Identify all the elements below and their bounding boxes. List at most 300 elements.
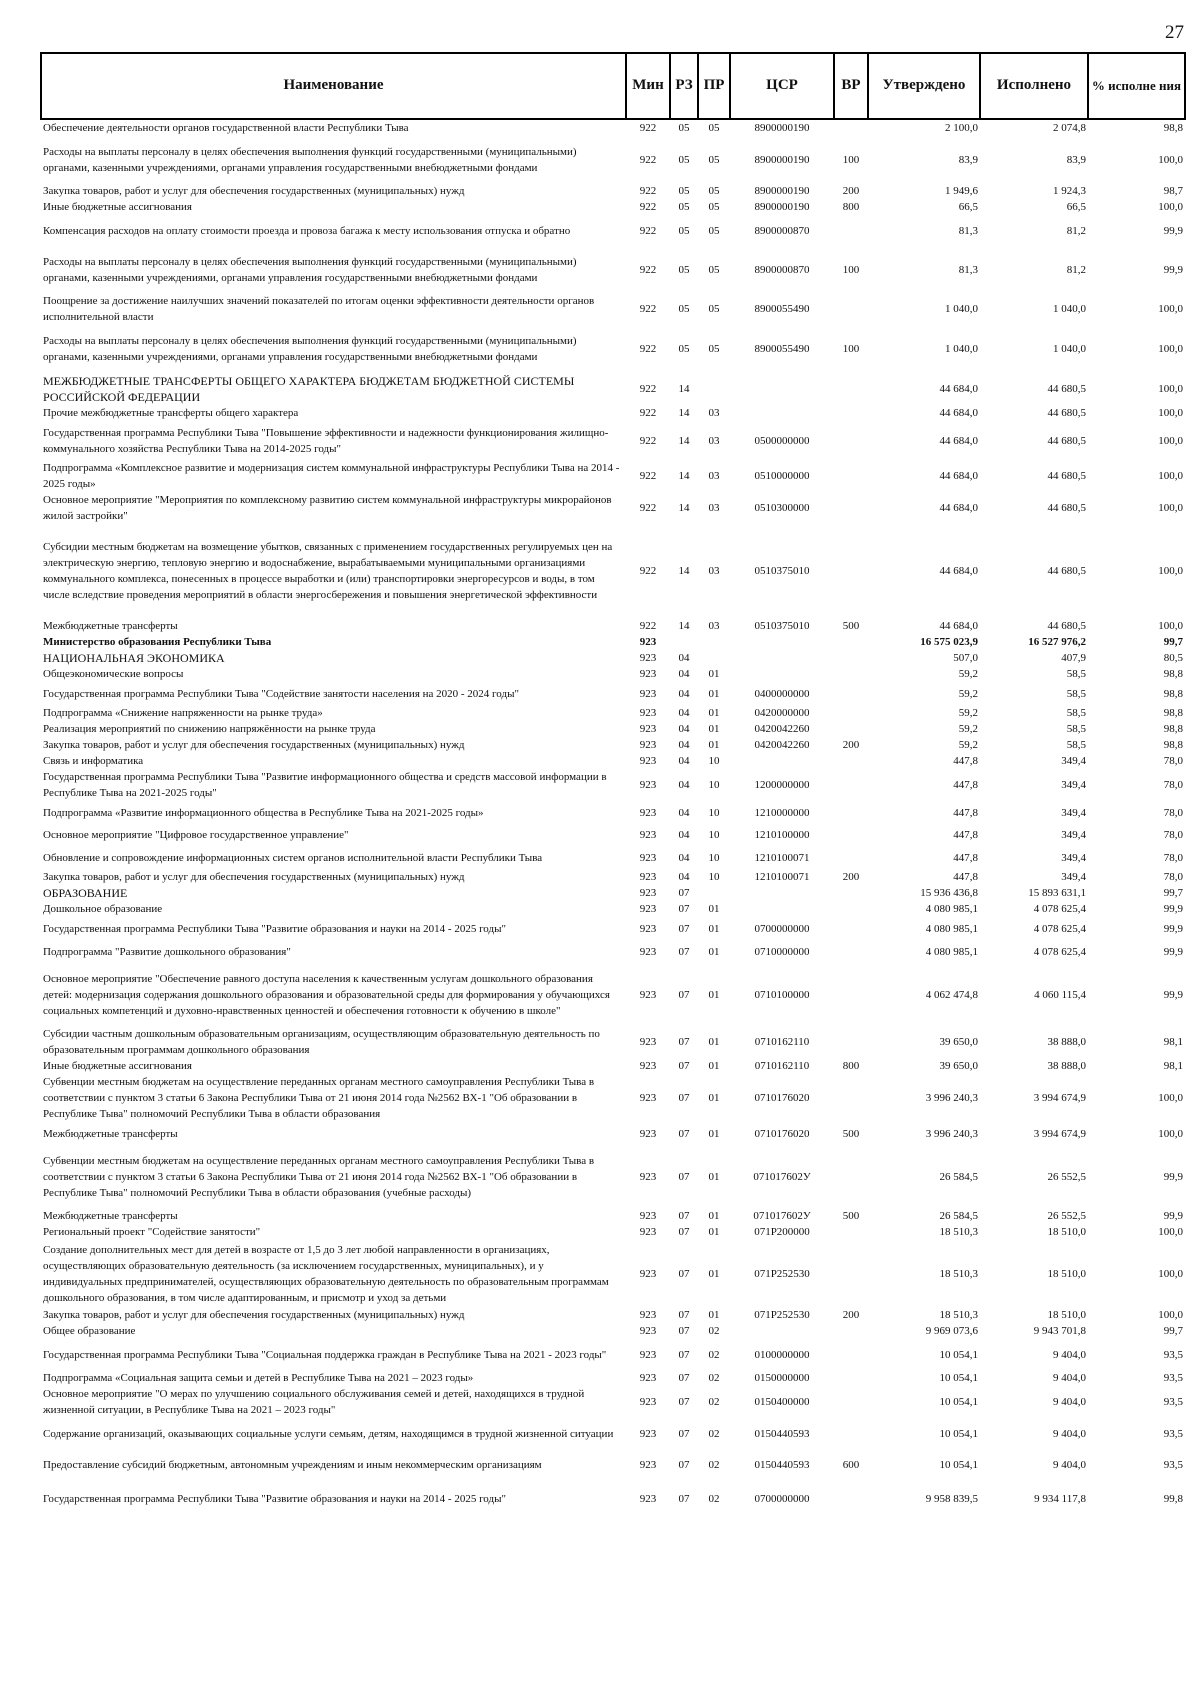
cell-csr: 0710000000: [754, 945, 810, 958]
table-row: [41, 666, 1185, 682]
cell-approved: 10 054,1: [939, 1427, 978, 1440]
cell-approved: 1 040,0: [945, 303, 978, 315]
cell-rz: 07: [678, 1060, 690, 1072]
cell-approved: 44 684,0: [939, 620, 978, 632]
cell-vr: [834, 372, 868, 405]
cell-vr: [834, 721, 868, 737]
cell-csr: 1210000000: [754, 806, 810, 819]
table-row: [41, 705, 1185, 721]
cell-percent: 100,0: [1158, 342, 1183, 355]
cell-rz: 04: [678, 707, 690, 719]
cell-pr: 03: [708, 434, 720, 447]
table-row: [41, 199, 1185, 215]
cell-min: 923: [639, 739, 657, 751]
cell-executed: 44 680,5: [1047, 434, 1086, 447]
cell-vr: 100: [842, 263, 860, 276]
cell-csr: 8900000190: [754, 122, 810, 134]
cell-vr: [834, 885, 868, 901]
cell-name: Межбюджетные трансферты: [43, 1127, 178, 1140]
cell-approved: 81,3: [958, 263, 978, 276]
cell-rz: 04: [678, 829, 690, 841]
cell-vr: 200: [842, 185, 860, 197]
cell-percent: 93,5: [1163, 1348, 1183, 1361]
cell-vr: [834, 705, 868, 721]
table-row: [41, 1145, 1185, 1208]
cell-csr: 0710100000: [754, 988, 810, 1001]
cell-name: Государственная программа Республики Тыва "Развитие образования и науки на 2014 - 2025 годы": [43, 922, 506, 935]
cell-executed: 15 893 631,1: [1028, 887, 1086, 899]
cell-min: 923: [639, 1092, 657, 1104]
cell-pr: 01: [708, 1309, 720, 1321]
cell-min: 923: [639, 707, 657, 719]
cell-percent: 98,8: [1163, 687, 1183, 700]
table-row: [41, 136, 1185, 183]
cell-executed: 407,9: [1061, 652, 1086, 664]
cell-approved: 3 996 240,3: [925, 1092, 978, 1104]
cell-approved: 18 510,3: [939, 1226, 978, 1238]
cell-pr: 10: [708, 779, 720, 791]
cell-executed: 58,5: [1066, 739, 1086, 751]
cell-rz: 05: [678, 224, 690, 237]
cell-executed: 349,4: [1061, 779, 1086, 791]
cell-approved: 3 996 240,3: [925, 1127, 978, 1140]
cell-csr: 0510300000: [754, 502, 810, 514]
cell-pr: [698, 634, 730, 650]
cell-percent: 100,0: [1158, 153, 1183, 166]
cell-rz: 05: [678, 201, 690, 213]
table-row: [41, 460, 1185, 492]
cell-vr: 200: [842, 739, 860, 751]
cell-min: 922: [639, 153, 657, 166]
cell-percent: 98,1: [1163, 1036, 1183, 1048]
cell-approved: 10 054,1: [939, 1458, 978, 1471]
cell-name: Общеэкономические вопросы: [43, 668, 184, 680]
cell-executed: 16 527 976,2: [1028, 636, 1086, 648]
cell-vr: [834, 917, 868, 940]
cell-min: 923: [639, 988, 657, 1001]
cell-vr: [834, 460, 868, 492]
cell-vr: [834, 1339, 868, 1370]
cell-vr: [834, 1323, 868, 1339]
table-row: [41, 634, 1185, 650]
table-row: [41, 846, 1185, 869]
cell-pr: 01: [708, 1060, 720, 1072]
cell-pr: 01: [708, 1127, 720, 1140]
table-row: [41, 1418, 1185, 1449]
cell-vr: [834, 119, 868, 136]
cell-approved: 44 684,0: [939, 382, 978, 395]
cell-executed: 4 060 115,4: [1034, 988, 1086, 1001]
cell-rz: 07: [678, 1210, 690, 1222]
cell-executed: 66,5: [1066, 201, 1086, 213]
cell-percent: 100,0: [1158, 502, 1183, 514]
cell-rz: 07: [678, 1092, 690, 1104]
cell-percent: 78,0: [1163, 851, 1183, 864]
cell-min: 922: [639, 470, 657, 482]
cell-min: 923: [639, 668, 657, 680]
cell-name: Государственная программа Республики Тыва "Развитие образования и науки на 2014 - 2025 годы": [43, 1492, 506, 1505]
cell-pr: 10: [708, 851, 720, 864]
header-percent: % исполне ния: [1088, 53, 1185, 119]
cell-name: Закупка товаров, работ и услуг для обеспечения государственных (муниципальных) нужд: [43, 185, 465, 197]
cell-csr: 8900055490: [754, 342, 810, 355]
cell-csr: 0500000000: [754, 434, 810, 447]
cell-name: Иные бюджетные ассигнования: [43, 201, 192, 213]
cell-executed: 44 680,5: [1047, 565, 1086, 577]
cell-csr: 1210100000: [754, 829, 810, 841]
cell-min: 922: [639, 263, 657, 276]
table-row: [41, 183, 1185, 199]
cell-rz: 14: [678, 565, 690, 577]
cell-executed: 349,4: [1061, 829, 1086, 841]
cell-rz: 04: [678, 806, 690, 819]
cell-csr: 0510375010: [754, 620, 810, 632]
cell-approved: 18 510,3: [939, 1309, 978, 1321]
cell-csr: 0150400000: [754, 1396, 810, 1408]
cell-vr: [834, 824, 868, 846]
cell-pr: 02: [708, 1427, 720, 1440]
cell-vr: [834, 846, 868, 869]
cell-name: Закупка товаров, работ и услуг для обеспечения государственных (муниципальных) нужд: [43, 739, 465, 751]
cell-min: 922: [639, 434, 657, 447]
cell-approved: 44 684,0: [939, 565, 978, 577]
cell-percent: 78,0: [1163, 755, 1183, 767]
cell-csr: 0710176020: [754, 1092, 810, 1104]
table-row: [41, 1307, 1185, 1323]
cell-name: Предоставление субсидий бюджетным, автономным учреждениям и иным некоммерческим организациям: [43, 1458, 542, 1471]
cell-min: 923: [639, 1210, 657, 1222]
cell-pr: 01: [708, 687, 720, 700]
budget-execution-table: [40, 52, 1186, 1517]
cell-csr: 0700000000: [754, 1492, 810, 1505]
cell-approved: 15 936 436,8: [920, 887, 978, 899]
cell-executed: 9 934 117,8: [1034, 1492, 1086, 1505]
cell-pr: 02: [708, 1458, 720, 1471]
cell-vr: [834, 1026, 868, 1058]
cell-min: 923: [639, 1348, 657, 1361]
cell-pr: 02: [708, 1372, 720, 1384]
cell-vr: [834, 421, 868, 460]
cell-csr: 0100000000: [754, 1348, 810, 1361]
cell-approved: 44 684,0: [939, 470, 978, 482]
cell-min: 923: [639, 1309, 657, 1321]
cell-rz: 05: [678, 153, 690, 166]
cell-min: 923: [639, 1372, 657, 1384]
table-row: [41, 246, 1185, 293]
cell-csr: 1200000000: [754, 779, 810, 791]
cell-csr: [730, 405, 834, 421]
cell-pr: 03: [708, 407, 720, 419]
cell-pr: 10: [708, 755, 720, 767]
cell-executed: 349,4: [1061, 851, 1086, 864]
cell-csr: 0150000000: [754, 1372, 810, 1384]
cell-approved: 1 040,0: [945, 342, 978, 355]
cell-pr: 01: [708, 668, 720, 680]
cell-pr: 02: [708, 1348, 720, 1361]
cell-min: 923: [639, 1427, 657, 1440]
cell-csr: 071P200000: [754, 1226, 810, 1238]
table-body: [41, 119, 1185, 1517]
cell-approved: 9 969 073,6: [925, 1325, 978, 1337]
cell-pr: 02: [708, 1325, 720, 1337]
table-row: [41, 1224, 1185, 1240]
cell-min: 923: [639, 1267, 657, 1280]
cell-vr: [834, 634, 868, 650]
cell-name: Государственная программа Республики Тыва "Развитие информационного общества и средств массовой информации в Республике Тыва на 2021-2025 годы": [43, 771, 607, 799]
cell-executed: 4 078 625,4: [1033, 945, 1086, 958]
cell-approved: 59,2: [958, 739, 978, 751]
table-row: [41, 1074, 1185, 1122]
cell-name: Подпрограмма «Комплексное развитие и модернизация систем коммунальной инфраструктуры Республики Тыва на 2014 - 2025 годы»: [43, 462, 620, 490]
cell-csr: 8900000190: [754, 153, 810, 166]
cell-pr: 05: [708, 263, 720, 276]
cell-min: 922: [639, 185, 657, 197]
cell-rz: 07: [678, 1309, 690, 1321]
cell-min: 923: [639, 687, 657, 700]
cell-percent: 100,0: [1158, 1267, 1183, 1280]
cell-name: Министерство образования Республики Тыва: [43, 636, 272, 648]
cell-percent: 98,7: [1163, 185, 1183, 197]
cell-executed: 9 404,0: [1053, 1427, 1086, 1440]
cell-min: 923: [639, 723, 657, 735]
cell-percent: 78,0: [1163, 779, 1183, 791]
cell-executed: 9 943 701,8: [1033, 1325, 1086, 1337]
cell-pr: 01: [708, 922, 720, 935]
cell-name: Основное мероприятие "Цифровое государственное управление": [43, 829, 349, 841]
cell-rz: 04: [678, 652, 690, 664]
cell-vr: 800: [842, 201, 860, 213]
cell-pr: 01: [708, 739, 720, 751]
cell-pr: 01: [708, 988, 720, 1001]
cell-vr: [834, 524, 868, 618]
cell-pr: 01: [708, 945, 720, 958]
table-row: [41, 963, 1185, 1026]
cell-executed: 44 680,5: [1047, 470, 1086, 482]
cell-min: 923: [639, 1458, 657, 1471]
cell-csr: 0710176020: [754, 1127, 810, 1140]
cell-vr: [834, 650, 868, 666]
header-min: Мин: [626, 53, 670, 119]
cell-approved: 10 054,1: [939, 1372, 978, 1384]
cell-min: 923: [639, 1325, 657, 1337]
cell-csr: 0710162110: [754, 1036, 810, 1048]
cell-rz: 14: [678, 620, 690, 632]
cell-rz: 14: [678, 434, 690, 447]
cell-approved: 447,8: [953, 829, 978, 841]
table-row: [41, 524, 1185, 618]
table-row: [41, 917, 1185, 940]
cell-percent: 93,5: [1163, 1372, 1183, 1384]
cell-csr: 1210100071: [754, 871, 810, 883]
cell-approved: 44 684,0: [939, 502, 978, 514]
cell-executed: 81,2: [1066, 263, 1086, 276]
cell-percent: 99,9: [1163, 903, 1183, 915]
table-row: [41, 421, 1185, 460]
cell-approved: 59,2: [958, 723, 978, 735]
cell-vr: [834, 666, 868, 682]
cell-rz: 07: [678, 988, 690, 1001]
cell-csr: 8900055490: [754, 303, 810, 315]
cell-min: 923: [639, 851, 657, 864]
cell-csr: 071017602У: [753, 1210, 811, 1222]
cell-min: 923: [639, 829, 657, 841]
cell-name: Обновление и сопровождение информационных систем органов исполнительной власти Республики Тыва: [43, 851, 543, 864]
cell-executed: 9 404,0: [1053, 1396, 1086, 1408]
cell-rz: 04: [678, 739, 690, 751]
cell-name: Подпрограмма «Снижение напряженности на рынке труда»: [43, 707, 323, 719]
cell-csr: 071P252530: [754, 1267, 810, 1280]
cell-pr: 01: [708, 1170, 720, 1183]
cell-csr: 0420042260: [754, 739, 810, 751]
cell-csr: [730, 650, 834, 666]
cell-executed: 3 994 674,9: [1033, 1127, 1086, 1140]
cell-rz: 07: [678, 1458, 690, 1471]
cell-rz: 07: [678, 945, 690, 958]
table-row: [41, 682, 1185, 705]
cell-executed: 58,5: [1066, 687, 1086, 700]
table-row: [41, 721, 1185, 737]
cell-rz: 07: [678, 903, 690, 915]
cell-vr: [834, 293, 868, 325]
cell-min: 923: [639, 903, 657, 915]
cell-min: 922: [639, 382, 657, 395]
cell-percent: 100,0: [1158, 1127, 1183, 1140]
cell-name: Государственная программа Республики Тыва "Повышение эффективности и надежности функционирования жилищно-коммунального хозяйства Республики Тыва на 2014-2025 годы": [43, 426, 609, 455]
cell-percent: 100,0: [1158, 303, 1183, 315]
cell-percent: 100,0: [1158, 470, 1183, 482]
cell-executed: 38 888,0: [1047, 1036, 1086, 1048]
cell-pr: 05: [708, 224, 720, 237]
cell-name: Межбюджетные трансферты: [43, 1210, 178, 1222]
cell-executed: 9 404,0: [1053, 1372, 1086, 1384]
cell-percent: 80,5: [1163, 652, 1183, 664]
table-row: [41, 372, 1185, 405]
cell-csr: 071P252530: [754, 1309, 810, 1321]
cell-pr: 03: [708, 620, 720, 632]
table-row: [41, 492, 1185, 524]
cell-percent: 93,5: [1163, 1427, 1183, 1440]
cell-name: Реализация мероприятий по снижению напряжённости на рынке труда: [43, 723, 376, 735]
cell-executed: 58,5: [1066, 707, 1086, 719]
cell-csr: 0420042260: [754, 723, 810, 735]
cell-vr: 200: [842, 1309, 860, 1321]
cell-rz: 04: [678, 755, 690, 767]
cell-approved: 44 684,0: [939, 407, 978, 419]
cell-percent: 98,8: [1163, 668, 1183, 680]
cell-min: 923: [639, 1036, 657, 1048]
cell-approved: 59,2: [958, 668, 978, 680]
cell-vr: [834, 940, 868, 963]
cell-csr: [730, 634, 834, 650]
header-executed: Исполнено: [980, 53, 1088, 119]
table-row: [41, 1370, 1185, 1386]
cell-executed: 18 510,0: [1047, 1309, 1086, 1321]
table-row: [41, 769, 1185, 801]
cell-pr: 05: [708, 185, 720, 197]
page-number: 27: [1165, 22, 1184, 43]
cell-rz: 07: [678, 887, 690, 899]
cell-rz: 05: [678, 185, 690, 197]
cell-approved: 39 650,0: [939, 1060, 978, 1072]
cell-pr: 05: [708, 122, 720, 134]
cell-percent: 99,9: [1163, 1170, 1183, 1183]
cell-vr: [834, 492, 868, 524]
cell-csr: 8900000870: [754, 224, 810, 237]
cell-executed: 1 040,0: [1053, 342, 1086, 355]
cell-percent: 99,9: [1163, 1210, 1183, 1222]
cell-rz: 07: [678, 1348, 690, 1361]
cell-min: 922: [639, 342, 657, 355]
cell-approved: 16 575 023,9: [920, 636, 978, 648]
table-row: [41, 869, 1185, 885]
cell-vr: 500: [842, 620, 860, 632]
cell-executed: 38 888,0: [1047, 1060, 1086, 1072]
cell-rz: 14: [678, 382, 690, 395]
cell-pr: 03: [708, 565, 720, 577]
cell-executed: 18 510,0: [1047, 1267, 1086, 1280]
cell-percent: 98,8: [1163, 707, 1183, 719]
cell-approved: 10 054,1: [939, 1396, 978, 1408]
cell-rz: 04: [678, 851, 690, 864]
cell-name: Подпрограмма «Развитие информационного общества в Республике Тыва на 2021-2025 годы»: [43, 806, 484, 819]
cell-rz: 05: [678, 122, 690, 134]
cell-name: Иные бюджетные ассигнования: [43, 1060, 192, 1072]
cell-executed: 349,4: [1061, 871, 1086, 883]
cell-csr: 0400000000: [754, 687, 810, 700]
table-row: [41, 737, 1185, 753]
cell-name: Основное мероприятие "О мерах по улучшению социального обслуживания семей и детей, находящихся в трудной жизненной ситуации, в Республике Тыва на 2021 – 2023 годы": [43, 1388, 585, 1416]
cell-percent: 98,8: [1163, 739, 1183, 751]
cell-vr: [834, 1074, 868, 1122]
cell-name: Расходы на выплаты персоналу в целях обеспечения выполнения функций государственными (муниципальными) органами, казенными учреждениями, органами управления государственными внебюджетными фондами: [43, 145, 577, 174]
cell-min: 922: [639, 224, 657, 237]
cell-min: 922: [639, 303, 657, 315]
cell-percent: 93,5: [1163, 1458, 1183, 1471]
cell-name: Связь и информатика: [43, 755, 144, 767]
cell-pr: 01: [708, 1226, 720, 1238]
table-row: [41, 940, 1185, 963]
cell-vr: [834, 1370, 868, 1386]
cell-executed: 4 078 625,4: [1033, 922, 1086, 935]
cell-name: Закупка товаров, работ и услуг для обеспечения государственных (муниципальных) нужд: [43, 1309, 465, 1321]
cell-percent: 98,8: [1163, 122, 1183, 134]
cell-min: 923: [639, 1492, 657, 1505]
cell-vr: [834, 1418, 868, 1449]
cell-executed: 58,5: [1066, 668, 1086, 680]
cell-executed: 81,2: [1066, 224, 1086, 237]
cell-name: Содержание организаций, оказывающих социальные услуги семьям, детям, находящимся в трудной жизненной ситуации: [43, 1427, 614, 1440]
cell-approved: 18 510,3: [939, 1267, 978, 1280]
cell-approved: 9 958 839,5: [925, 1492, 978, 1505]
cell-csr: 1210100071: [754, 851, 810, 864]
cell-min: 923: [639, 945, 657, 958]
table-row: [41, 1122, 1185, 1145]
cell-vr: 500: [842, 1210, 860, 1222]
cell-executed: 58,5: [1066, 723, 1086, 735]
cell-vr: 500: [842, 1127, 860, 1140]
cell-executed: 83,9: [1066, 153, 1086, 166]
header-vr: ВР: [834, 53, 868, 119]
cell-min: 922: [639, 201, 657, 213]
cell-pr: 05: [708, 303, 720, 315]
cell-pr: 01: [708, 707, 720, 719]
cell-min: 923: [639, 1127, 657, 1140]
table-row: [41, 1323, 1185, 1339]
cell-name: Субвенции местным бюджетам на осуществление переданных органам местного самоуправления Республики Тыва в соответствии с пунктом 3 статьи 6 Закона Республики Тыва от 21 июня 2014 года №2562 ВХ-1 "Об образовании в Республике Тыва" полномочий Республики Тыва в области образования (учебные расходы): [43, 1154, 595, 1199]
cell-executed: 3 994 674,9: [1033, 1092, 1086, 1104]
cell-pr: 03: [708, 502, 720, 514]
cell-rz: 07: [678, 1325, 690, 1337]
